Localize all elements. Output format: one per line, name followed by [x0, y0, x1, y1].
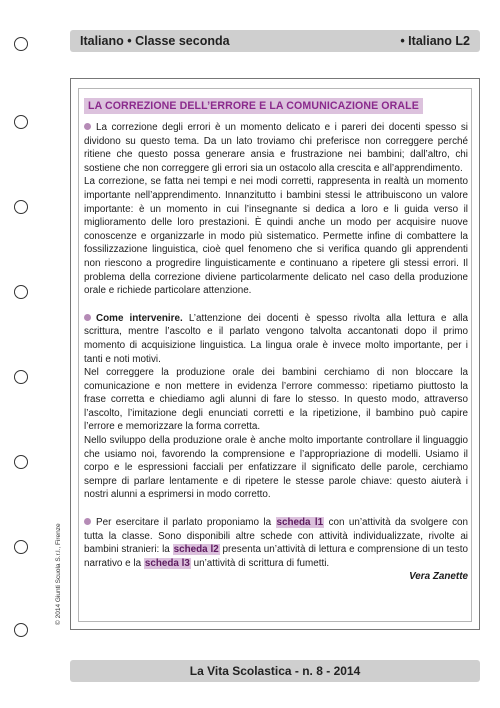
binder-hole — [14, 115, 28, 129]
article-title: LA CORREZIONE DELL’ERRORE E LA COMUNICAZIONE ORALE — [84, 98, 423, 114]
paragraph: Nel correggere la produzione orale dei bambini cerchiamo di non bloccare la comunicazione e non mettere in evidenza l’errore commesso: ripetiamo piuttosto la frase corretta e chiediamo agli alunni di fare lo stesso. In questo modo, attraverso l’ascolto, l’imitazione degli enunciati corretti e la ripetizione, il bambino può capire l’errore e memorizzare la forma corretta. — [84, 367, 468, 433]
binder-hole — [14, 623, 28, 637]
header-section: • Italiano L2 — [400, 34, 470, 48]
bullet-icon — [84, 314, 91, 321]
worksheet-link-l3[interactable]: scheda l3 — [144, 557, 190, 569]
worksheet-link-l2[interactable]: scheda l2 — [173, 544, 219, 556]
author-name: Vera Zanette — [409, 571, 468, 583]
paragraph: Nello sviluppo della produzione orale è anche molto importante controllare il linguaggio che usiamo noi, favorendo la comprensione e l’appropriazione di modelli. Usiamo il corpo e le espressioni facciali per enfatizzare il significato delle parole, cerchiamo sempre di parlare lentamente e di ripetere le stesse parole chiave: questo aiuterà i nostri alunni a esprimersi in modo corretto. — [84, 435, 468, 501]
article-body — [84, 121, 468, 584]
binder-hole — [14, 455, 28, 469]
paragraph: Per esercitare il parlato proponiamo la scheda l1 con un’attività da svolgere con tutta la classe. Sono disponibili altre schede con attività individualizzate, rivolte ai bambini stranieri: la scheda l2 presenta un’attività di lettura e comprensione di un testo narrativo e la scheda l3 un’attività di scrittura di fumetti. — [84, 517, 469, 569]
section-heading: Come intervenire. — [96, 312, 183, 324]
page-footer — [70, 660, 480, 682]
footer-publication: La Vita Scolastica - n. 8 - 2014 — [189, 664, 361, 678]
binder-hole — [14, 370, 28, 384]
bullet-icon — [84, 518, 91, 525]
worksheet-link-l1[interactable]: scheda l1 — [276, 517, 324, 529]
bullet-icon — [84, 123, 91, 130]
binder-hole — [14, 540, 28, 554]
paragraph: La correzione, se fatta nei tempi e nei modi corretti, rappresenta in realtà un momento importante nell’apprendimento. Innanzitutto i bambini stessi le attribuiscono un valore importante: è un momento in cui l’insegnante si dedica a loro e li guida verso il miglioramento delle loro prestazioni. È quindi anche un modo per acquisire nuove conoscenze e organizzarle in modo più sistematico. Permette infine di combattere la fossilizzazione linguistica, cioè quel fenomeno che si verifica quando gli apprendenti non riescono a progredire linguisticamente e continuano a ripetere gli stessi errori. Il problema della correzione diviene particolarmente delicato nel caso della produzione orale e richiede particolare attenzione. — [84, 176, 468, 297]
binder-hole — [14, 37, 28, 51]
paragraph: Come intervenire. L’attenzione dei docenti è spesso rivolta alla lettura e alla scrittura, mentre l’ascolto e il parlato vengono talvolta accantonati dopo il primo momento di acquisizione linguistica. La lingua orale è invece molto importante, per i tanti e noti motivi. — [84, 312, 468, 365]
binder-hole — [14, 200, 28, 214]
header-subject: Italiano • Classe seconda — [80, 34, 230, 48]
paragraph: La correzione degli errori è un momento delicato e i pareri dei docenti spesso si dividono su questo tema. Da un lato troviamo chi preferisce non correggere perché ritiene che questo possa generare ansia e frustrazione nei bambini; dall’altro, chi sostiene che non correggere gli errori sia un ostacolo alla crescita e all’apprendimento. — [84, 122, 468, 174]
page-header — [70, 30, 480, 52]
copyright-notice: © 2014 Giunti Scuola S.r.l., Firenze — [55, 523, 62, 625]
binder-hole — [14, 285, 28, 299]
